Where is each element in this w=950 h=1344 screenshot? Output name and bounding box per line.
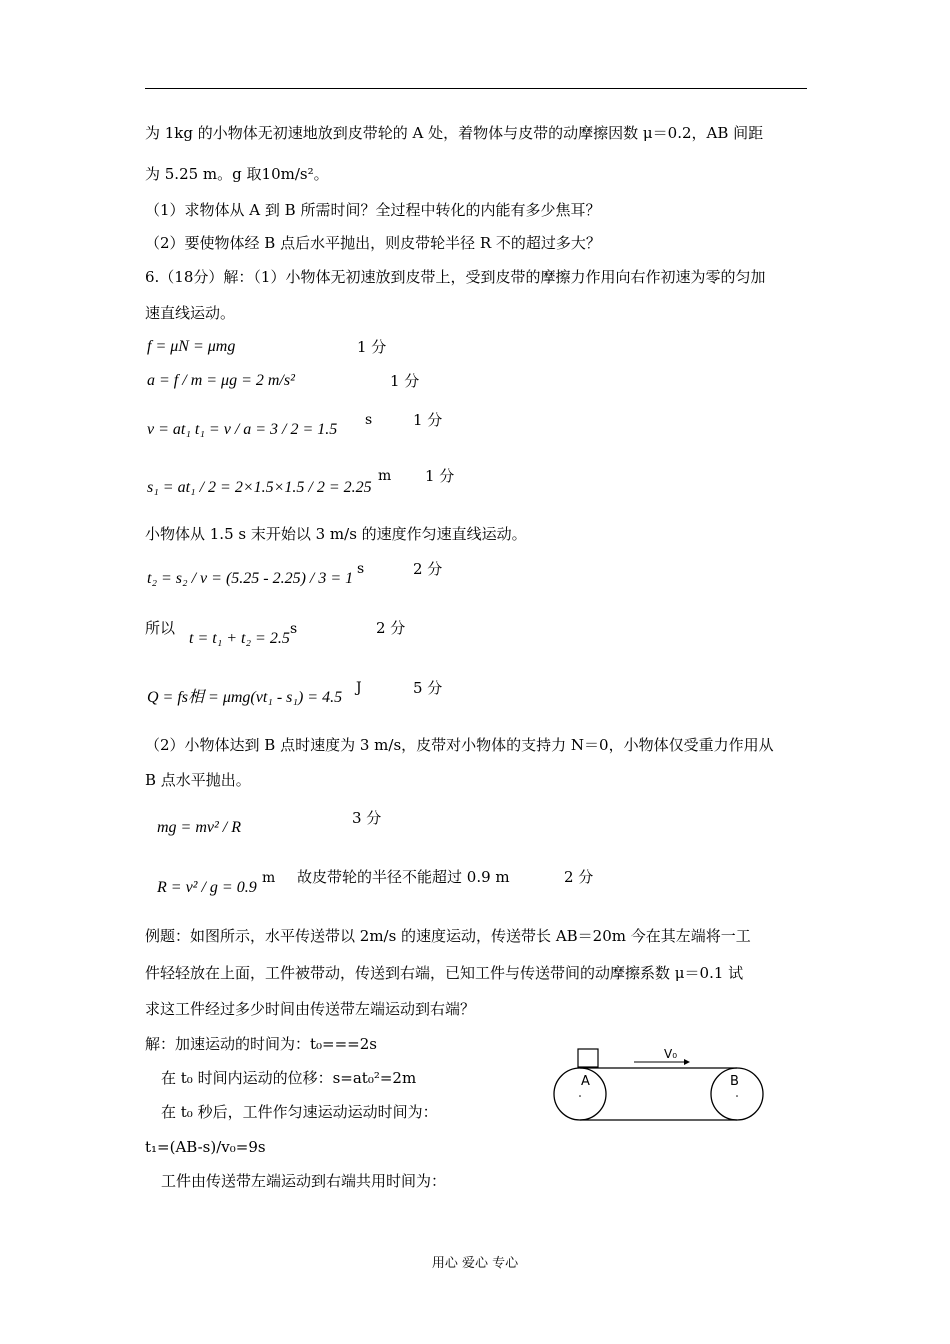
example-line-3: 求这工件经过多少时间由传送带左端运动到右端？: [145, 1000, 476, 1018]
unit-4: s: [290, 621, 298, 637]
velocity-label: V₀: [664, 1047, 678, 1061]
score-2: 1 分: [390, 372, 420, 390]
score-3: 1 分: [413, 411, 443, 429]
question-2: （2）要使物体经 B 点后水平抛出，则皮带轮半径 R 不的超过多大？: [145, 234, 601, 252]
equation-heat: Q = fs相 = μmg(vt₁ - s₁) = 4.5: [147, 689, 343, 706]
so-label: 所以: [145, 619, 176, 637]
unit-3: s: [357, 561, 365, 577]
example-line-1: 例题：如图所示，水平传送带以 2m/s 的速度运动，传送带长 AB＝20m 今在其左端将一工: [145, 927, 751, 945]
score-7: 5 分: [413, 679, 443, 697]
answer-line-2: 在 t₀ 时间内运动的位移：s=at₀²=2m: [161, 1069, 417, 1087]
equation-displacement-1: s₁ = at₁ / 2 = 2×1.5×1.5 / 2 = 2.25: [147, 479, 372, 496]
equation-centripetal: mg = mv² / R: [157, 819, 242, 836]
score-4: 1 分: [425, 467, 455, 485]
intro-line-1: 为 1kg 的小物体无初速地放到皮带轮的 A 处，着物体与皮带的动摩擦因数 μ＝0.2，AB 间距: [145, 124, 764, 142]
equation-time-2: t₂ = s₂ / v = (5.25 - 2.25) / 3 = 1: [147, 570, 354, 587]
answer-line-3: 在 t₀ 秒后，工件作匀速运动运动时间为：: [161, 1103, 438, 1121]
answer-line-4: t₁=(AB-s)/v₀=9s: [145, 1138, 266, 1156]
conveyor-belt-diagram: [548, 1040, 772, 1124]
unit-5: J: [356, 680, 362, 696]
unit-6: m: [262, 870, 276, 886]
solution-line-2: 速直线运动。: [145, 304, 236, 322]
pulley-a: [554, 1068, 606, 1120]
equation-acceleration: a = f / m = μg = 2 m/s²: [147, 372, 295, 389]
score-5: 2 分: [413, 560, 443, 578]
intro-line-2: 为 5.25 m。g 取10m/s²。: [145, 165, 329, 183]
answer-line-5: 工件由传送带左端运动到右端共用时间为：: [161, 1172, 447, 1190]
equation-total-time: t = t₁ + t₂ = 2.5: [189, 630, 290, 647]
equation-time-1: v = at₁ t₁ = v / a = 3 / 2 = 1.5: [147, 421, 338, 438]
page-footer: 用心 爱心 专心: [431, 1256, 519, 1271]
label-a: A: [581, 1074, 590, 1089]
unit-2: m: [378, 468, 392, 484]
header-rule: [145, 88, 807, 89]
example-line-2: 件轻轻放在上面，工件被带动，传送到右端，已知工件与传送带间的动摩擦系数 μ＝0.1 试: [145, 964, 744, 982]
part2-line-1: （2）小物体达到 B 点时速度为 3 m/s，皮带对小物体的支持力 N＝0，小物体仅受重力作用从: [145, 736, 774, 754]
uniform-motion-text: 小物体从 1.5 s 末开始以 3 m/s 的速度作匀速直线运动。: [145, 525, 527, 543]
conclusion-text: 故皮带轮的半径不能超过 0.9 m: [297, 868, 510, 886]
equation-radius: R = v² / g = 0.9: [157, 879, 257, 896]
label-b: B: [730, 1074, 739, 1089]
score-8: 3 分: [352, 809, 382, 827]
score-1: 1 分: [357, 338, 387, 356]
question-1: （1）求物体从 A 到 B 所需时间？全过程中转化的内能有多少焦耳？: [145, 201, 601, 219]
answer-line-1: 解：加速运动的时间为：t₀===2s: [145, 1035, 377, 1053]
equation-friction: f = μN = μmg: [147, 338, 236, 355]
solution-line-1: 6.（18分）解：（1）小物体无初速放到皮带上，受到皮带的摩擦力作用向右作初速为零的匀加: [145, 268, 766, 286]
unit-1: s: [365, 412, 373, 428]
score-6: 2 分: [376, 619, 406, 637]
score-9: 2 分: [564, 868, 594, 886]
part2-line-2: B 点水平抛出。: [145, 771, 251, 789]
workpiece-block: [578, 1049, 598, 1067]
